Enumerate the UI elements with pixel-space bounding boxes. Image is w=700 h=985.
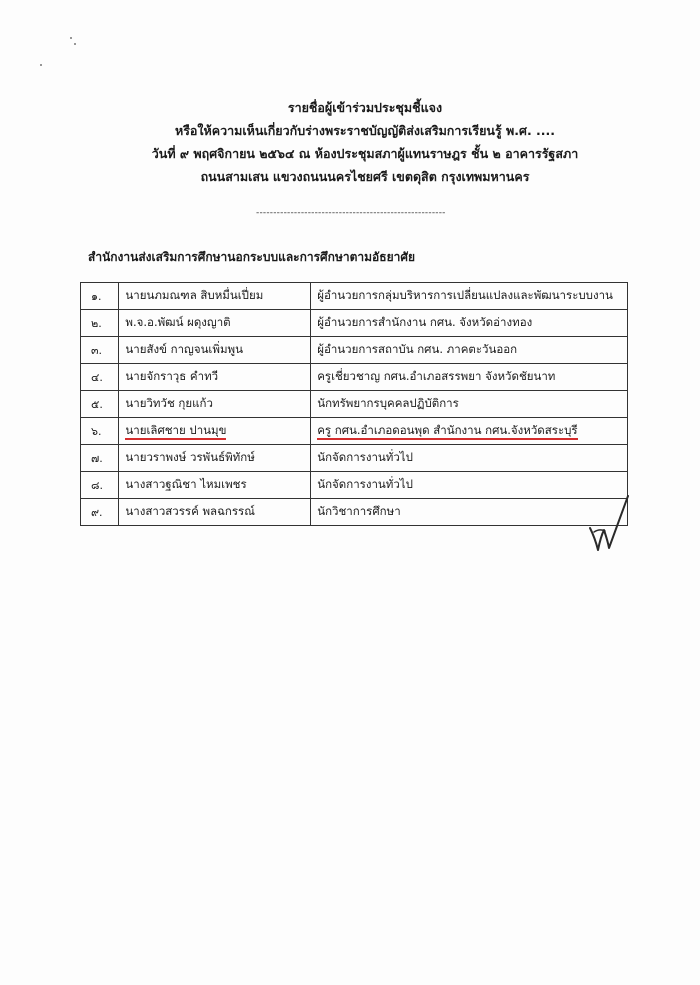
header-date-venue: วันที่ ๙ พฤศจิกายน ๒๕๖๔ ณ ห้องประชุมสภาผู้แทนราษฎร ชั้น ๒ อาคารรัฐสภา — [151, 146, 579, 161]
attendee-name: นายนภมณฑล สิบหมื่นเปี่ยม — [119, 283, 311, 310]
attendee-name: นายวิทวัช กุยแก้ว — [119, 391, 311, 418]
table-row — [81, 472, 628, 499]
scan-speck — [74, 43, 76, 45]
table-row — [81, 364, 628, 391]
attendee-position: ผู้อำนวยการสำนักงาน กศน. จังหวัดอ่างทอง — [311, 310, 628, 337]
row-number: ๓. — [81, 337, 119, 364]
table-row — [81, 337, 628, 364]
underlined-position: ครู กศน.อำเภอดอนพุด สำนักงาน กศน.จังหวัดสระบุรี — [317, 423, 577, 440]
underlined-name: นายเลิศชาย ปานมุข — [125, 423, 226, 440]
row-number: ๙. — [81, 499, 119, 526]
header-address: ถนนสามเสน แขวงถนนนครไชยศรี เขตดุสิต กรุงเทพมหานคร — [200, 169, 530, 184]
table-row — [81, 445, 628, 472]
row-number: ๒. — [81, 310, 119, 337]
section-title: สำนักงานส่งเสริมการศึกษานอกระบบและการศึกษาตามอัธยาศัย — [88, 250, 415, 264]
dashed-divider: ------------------------------------------------------- — [256, 208, 446, 218]
attendee-position: นักจัดการงานทั่วไป — [311, 445, 628, 472]
attendee-name: นายจักราวุธ คำทวี — [119, 364, 311, 391]
scan-speck — [70, 37, 72, 39]
row-number: ๑. — [81, 283, 119, 310]
row-number: ๔. — [81, 364, 119, 391]
attendee-position: นักทรัพยากรบุคคลปฏิบัติการ — [311, 391, 628, 418]
document-header — [0, 96, 700, 188]
row-number: ๕. — [81, 391, 119, 418]
attendee-position: ครูเชี่ยวชาญ กศน.อำเภอสรรพยา จังหวัดชัยนาท — [311, 364, 628, 391]
row-number: ๖. — [81, 418, 119, 445]
attendee-name: นางสาวฐณิชา ไหมเพชร — [119, 472, 311, 499]
attendee-position — [311, 418, 628, 445]
attendee-position: นักวิชาการศึกษา — [311, 499, 628, 526]
row-number: ๗. — [81, 445, 119, 472]
scan-speck — [40, 64, 42, 66]
table-row-highlighted — [81, 418, 628, 445]
table-row — [81, 310, 628, 337]
signature-mark — [584, 490, 632, 556]
attendee-table — [80, 282, 628, 526]
attendee-name: นางสาวสวรรค์ พลฉกรรณ์ — [119, 499, 311, 526]
attendee-position: ผู้อำนวยการกลุ่มบริหารการเปลี่ยนแปลงและพัฒนาระบบงาน — [311, 283, 628, 310]
attendee-name: นายวราพงษ์ วรพันธ์พิทักษ์ — [119, 445, 311, 472]
attendee-name: พ.จ.อ.พัฒน์ ผดุงญาติ — [119, 310, 311, 337]
row-number: ๘. — [81, 472, 119, 499]
attendee-name: นายสังข์ กาญจนเพิ่มพูน — [119, 337, 311, 364]
header-subject: หรือให้ความเห็นเกี่ยวกับร่างพระราชบัญญัติส่งเสริมการเรียนรู้ พ.ศ. .... — [174, 123, 556, 138]
attendee-position: ผู้อำนวยการสถาบัน กศน. ภาคตะวันออก — [311, 337, 628, 364]
table-row — [81, 499, 628, 526]
table-row — [81, 391, 628, 418]
table-row — [81, 283, 628, 310]
attendee-name — [119, 418, 311, 445]
header-title: รายชื่อผู้เข้าร่วมประชุมชี้แจง — [287, 100, 443, 115]
attendee-position: นักจัดการงานทั่วไป — [311, 472, 628, 499]
